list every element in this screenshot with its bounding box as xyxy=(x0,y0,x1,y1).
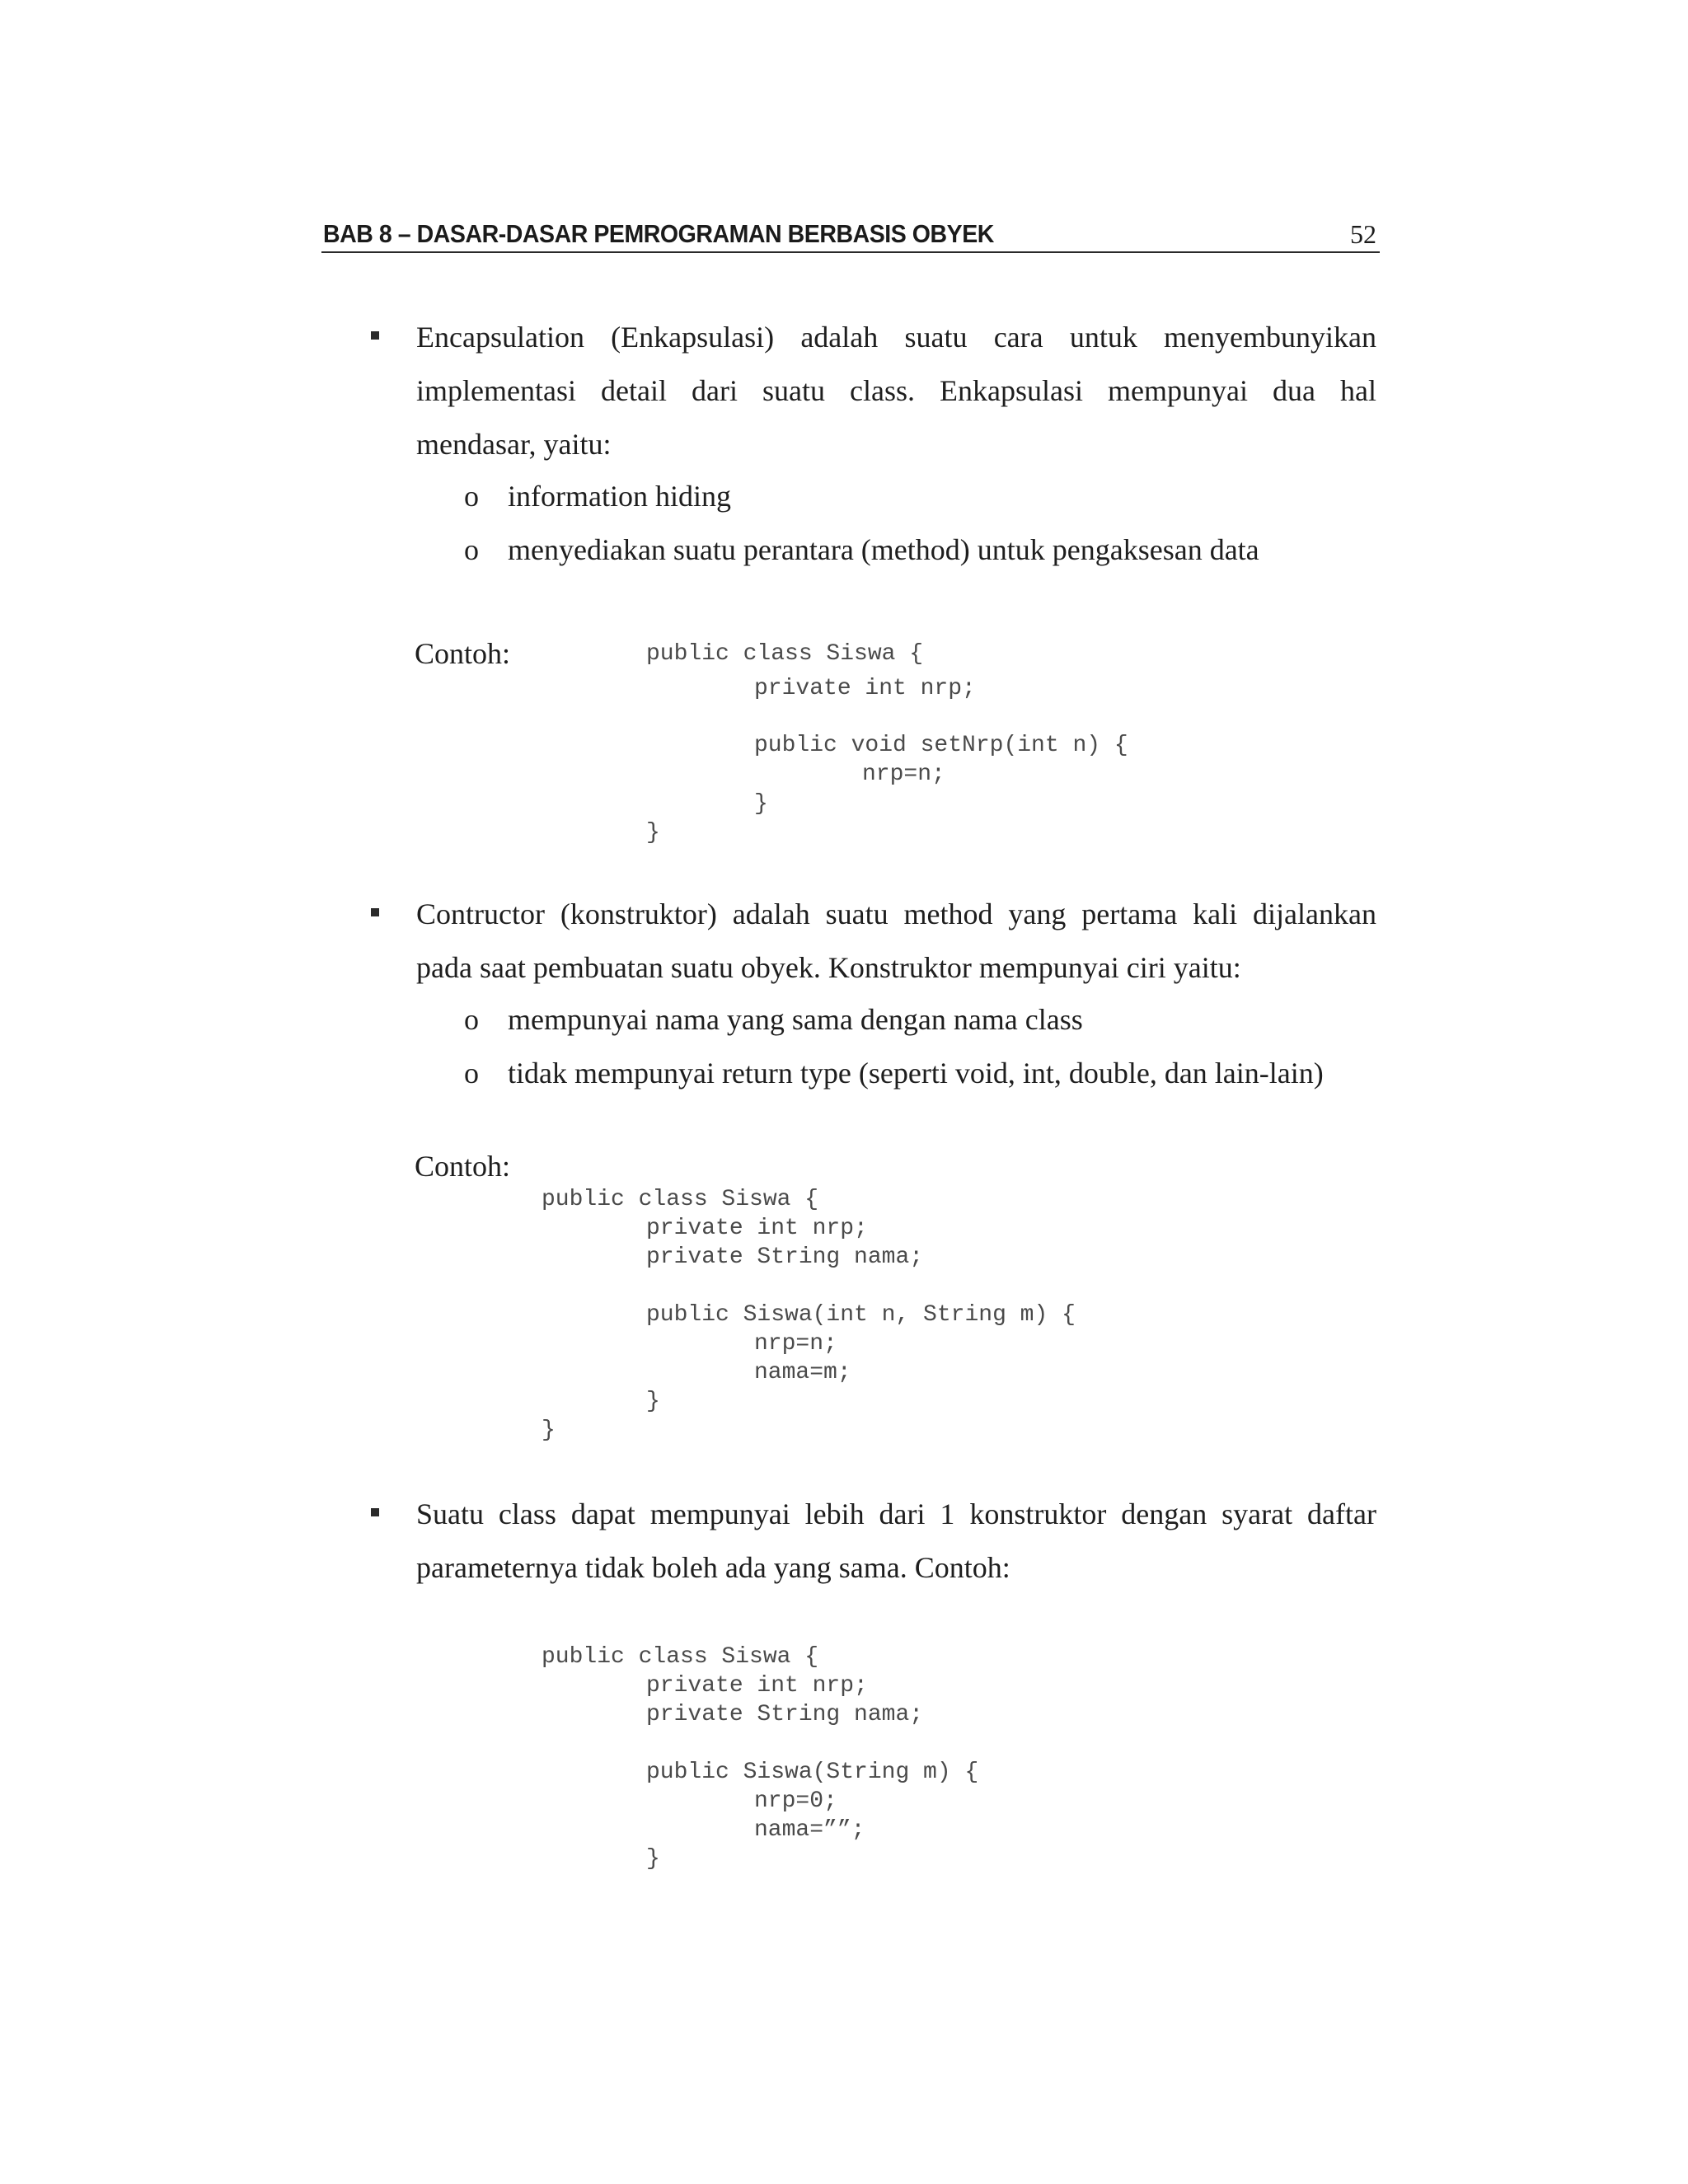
code-line: private int nrp; xyxy=(646,1216,868,1241)
code-line: nrp=n; xyxy=(862,762,945,787)
code-line: } xyxy=(542,1418,556,1443)
circle-bullet-icon: o xyxy=(464,1057,479,1090)
code-line: nama=””; xyxy=(754,1817,865,1843)
paragraph-line: parameternya tidak boleh ada yang sama. Contoh: xyxy=(416,1551,1010,1584)
circle-bullet-icon: o xyxy=(464,480,479,513)
paragraph-line: Encapsulation (Enkapsulasi) adalah suatu cara untuk menyembunyikan xyxy=(416,321,1376,354)
list-item xyxy=(464,470,731,523)
code-line: public Siswa(String m) { xyxy=(646,1760,979,1785)
square-bullet-icon xyxy=(371,908,379,916)
list-item-text: mempunyai nama yang sama dengan nama class xyxy=(508,1003,1083,1036)
square-bullet-icon xyxy=(371,1508,379,1516)
code-line: private String nama; xyxy=(646,1244,924,1270)
paragraph-line: pada saat pembuatan suatu obyek. Konstruktor mempunyai ciri yaitu: xyxy=(416,951,1241,984)
overloading-paragraph xyxy=(416,1488,1376,1595)
code-line: } xyxy=(646,1389,660,1414)
code-line: nrp=0; xyxy=(754,1788,837,1814)
list-item xyxy=(464,1047,1324,1100)
example-label: Contoh: xyxy=(415,637,511,670)
paragraph-line: implementasi detail dari suatu class. Enkapsulasi mempunyai dua hal xyxy=(416,374,1376,407)
code-line: private int nrp; xyxy=(754,676,976,701)
example-label: Contoh: xyxy=(415,1150,511,1183)
list-item-text: tidak mempunyai return type (seperti void, int, double, dan lain-lain) xyxy=(508,1057,1324,1090)
page-number: 52 xyxy=(1350,219,1376,249)
encapsulation-paragraph xyxy=(416,311,1376,471)
list-item-text: information hiding xyxy=(508,480,731,513)
code-line: nama=m; xyxy=(754,1360,851,1385)
circle-bullet-icon: o xyxy=(464,533,479,566)
code-line: public class Siswa { xyxy=(646,641,924,667)
code-line: } xyxy=(646,1846,660,1872)
square-bullet-icon xyxy=(371,331,379,340)
code-line: } xyxy=(754,791,768,817)
header-divider xyxy=(321,251,1380,253)
code-line: public Siswa(int n, String m) { xyxy=(646,1302,1076,1328)
code-line: nrp=n; xyxy=(754,1331,837,1357)
code-line: public class Siswa { xyxy=(542,1644,819,1670)
code-line: public class Siswa { xyxy=(542,1187,819,1212)
code-line: } xyxy=(646,820,660,846)
list-item-text: menyediakan suatu perantara (method) untuk pengaksesan data xyxy=(508,533,1259,566)
code-line: public void setNrp(int n) { xyxy=(754,733,1128,758)
circle-bullet-icon: o xyxy=(464,1003,479,1036)
paragraph-line: Suatu class dapat mempunyai lebih dari 1 konstruktor dengan syarat daftar xyxy=(416,1497,1376,1530)
paragraph-line: mendasar, yaitu: xyxy=(416,428,612,461)
list-item xyxy=(464,993,1083,1047)
list-item xyxy=(464,523,1259,577)
chapter-header-title: BAB 8 – DASAR-DASAR PEMROGRAMAN BERBASIS OBYEK xyxy=(323,219,994,248)
code-line: private int nrp; xyxy=(646,1673,868,1699)
code-line: private String nama; xyxy=(646,1702,924,1727)
paragraph-line: Contructor (konstruktor) adalah suatu method yang pertama kali dijalankan xyxy=(416,898,1376,930)
constructor-paragraph xyxy=(416,888,1376,995)
